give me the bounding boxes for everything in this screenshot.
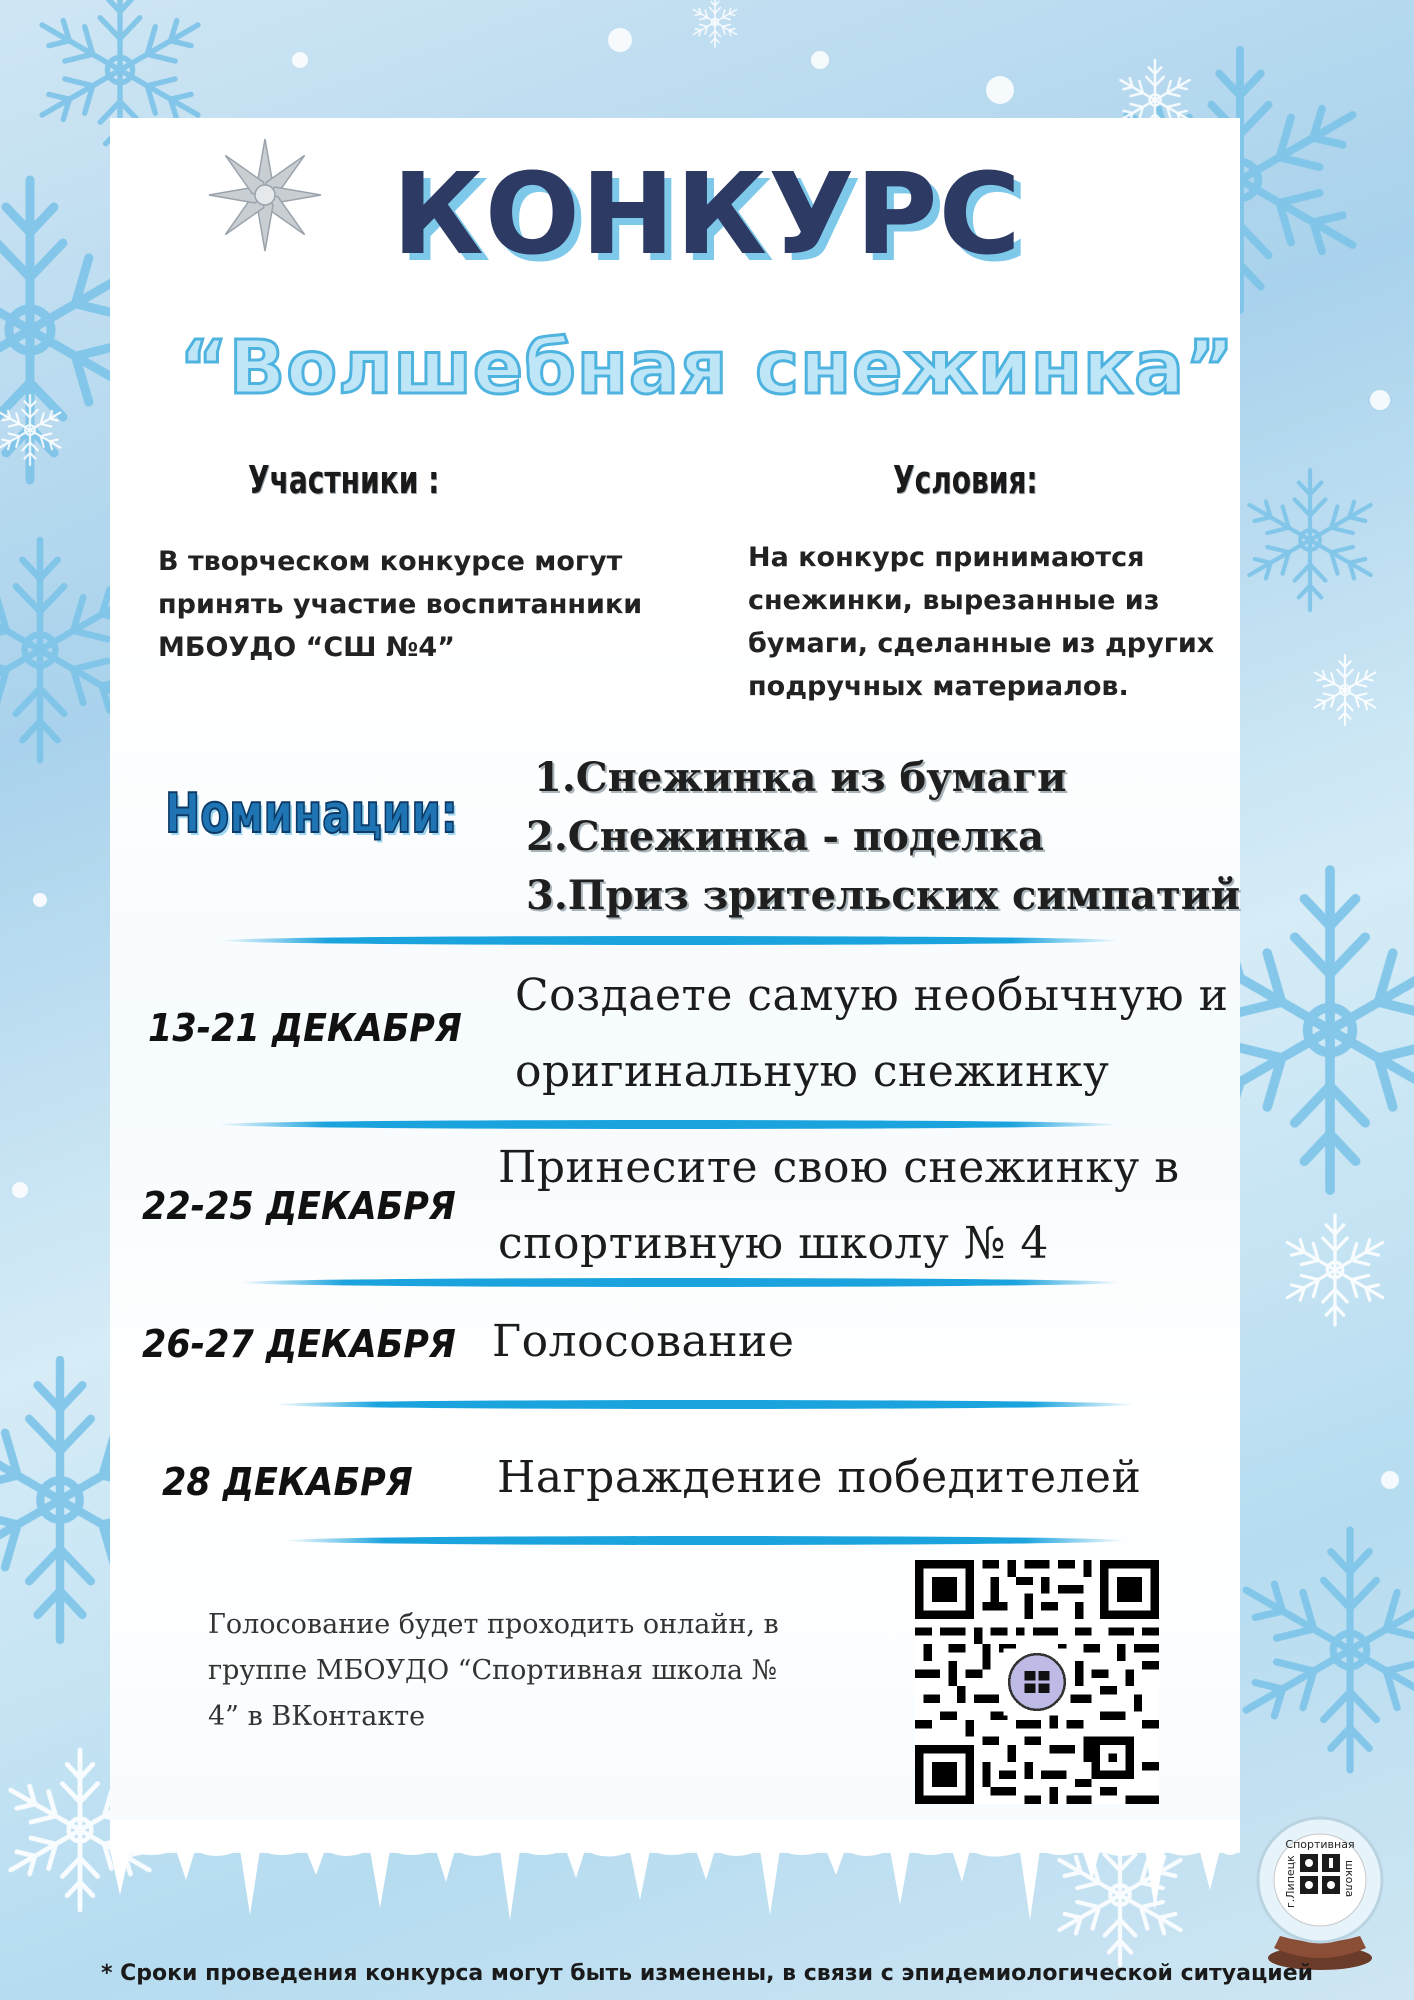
logo-line2: школа: [1343, 1860, 1356, 1898]
qr-code[interactable]: [915, 1560, 1159, 1804]
schedule-description: Голосование: [492, 1316, 795, 1367]
schedule-description: Награждение победителей: [497, 1452, 1142, 1503]
nomination-item: 2.Снежинка - поделка: [526, 813, 1044, 860]
nomination-item: 1.Снежинка из бумаги: [534, 754, 1067, 801]
poster-subtitle: “Волшебная снежинка”: [179, 325, 1235, 411]
separator: [275, 1400, 1135, 1409]
conditions-text: На конкурс принимаются снежинки, вырезанные из бумаги, сделанные из других подручных материалов.: [748, 542, 1215, 702]
snow-globe-logo: [1250, 1808, 1390, 1973]
voting-note: Голосование будет проходить онлайн, в группе МБОУДО “Спортивная школа № 4” в ВКонтакте: [208, 1609, 779, 1732]
participants-heading: Участники :: [248, 458, 440, 502]
footnote: * Сроки проведения конкурса могут быть изменены, в связи с эпидемиологической ситуацией: [100, 1961, 1314, 1986]
poster-title: КОНКУРС: [392, 150, 1022, 280]
schedule-description: Создаете самую необычную и оригинальную снежинку: [515, 970, 1229, 1097]
nominations-list: [526, 748, 1240, 925]
schedule-date: 26-27 ДЕКАБРЯ: [142, 1322, 456, 1366]
logo-line1: Спортивная: [1285, 1838, 1355, 1851]
schedule-date: 22-25 ДЕКАБРЯ: [142, 1184, 456, 1228]
logo-city: г.Липецк: [1284, 1855, 1297, 1908]
nominations-heading: Номинации:: [165, 782, 458, 845]
schedule-date: 13-21 ДЕКАБРЯ: [148, 1006, 462, 1050]
icicles: [110, 1820, 1240, 1930]
separator: [220, 936, 1120, 945]
separator: [285, 1536, 1125, 1545]
conditions-heading: Условия:: [893, 458, 1038, 502]
nomination-item: 3.Приз зрительских симпатий: [526, 872, 1241, 919]
participants-text: В творческом конкурсе могут принять участие воспитанники МБОУДО “СШ №4”: [158, 546, 643, 663]
schedule-date: 28 ДЕКАБРЯ: [162, 1460, 413, 1504]
schedule-description: Принесите свою снежинку в спортивную школу № 4: [498, 1142, 1180, 1269]
separator: [218, 1120, 1118, 1129]
